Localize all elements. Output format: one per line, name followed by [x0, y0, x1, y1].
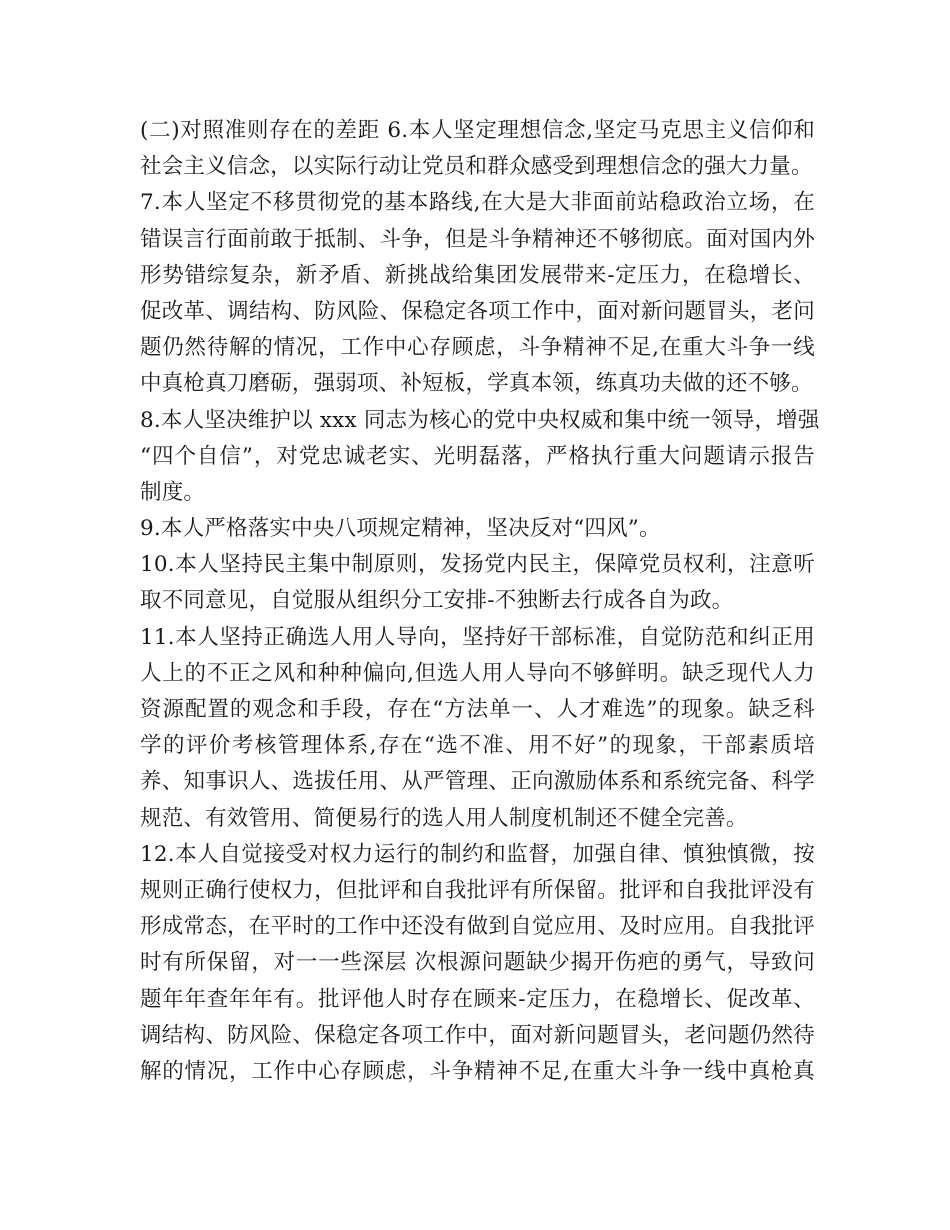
document-body	[140, 113, 820, 1090]
document-line: 形势错综复杂，新矛盾、新挑战给集团发展带来-定压力，在稳增长、	[140, 262, 815, 288]
document-line: 解的情况，工作中心存顾虑，斗争精神不足,在重大斗争一线中真枪真	[140, 1058, 815, 1084]
document-line: 规则正确行使权力，但批评和自我批评有所保留。批评和自我批评没有	[140, 877, 815, 903]
document-line: “四个自信”，对党忠诚老实、光明磊落，严格执行重大问题请示报告	[140, 443, 815, 469]
document-line: 题仍然待解的情况，工作中心存顾虑，斗争精神不足,在重大斗争一线	[140, 335, 815, 361]
document-line: 9.本人严格落实中央八项规定精神，坚决反对“四风”。	[140, 516, 661, 542]
document-line: 形成常态，在平时的工作中还没有做到自觉应用、及时应用。自我批评	[140, 914, 815, 940]
document-line: 时有所保留，对一一些深层 次根源问题缺少揭开伤疤的勇气，导致问	[140, 950, 815, 976]
document-line: 社会主义信念，以实际行动让党员和群众感受到理想信念的强大力量。	[140, 154, 813, 180]
document-line: 题年年查年年有。批评他人时存在顾来-定压力，在稳增长、促改革、	[140, 986, 815, 1012]
document-line: 11.本人坚持正确选人用人导向，坚持好干部标准，自觉防范和纠正用	[140, 624, 815, 650]
document-line: 10.本人坚持民主集中制原则，发扬党内民主，保障党员权利，注意听	[140, 552, 815, 578]
document-line: 制度。	[140, 479, 206, 505]
document-line: 学的评价考核管理体系,存在“选不准、用不好”的现象，干部素质培	[140, 733, 815, 759]
document-line: 错误言行面前敢于抵制、斗争，但是斗争精神还不够彻底。面对国内外	[140, 226, 815, 252]
document-line: 促改革、调结构、防风险、保稳定各项工作中，面对新问题冒头，老问	[140, 298, 815, 324]
document-line: 资源配置的观念和手段，存在“方法单一、人才难选”的现象。缺乏科	[140, 697, 815, 722]
document-line: 中真枪真刀磨砺，强弱项、补短板，学真本领，练真功夫做的还不够。	[140, 371, 813, 397]
document-line: 调结构、防风险、保稳定各项工作中，面对新问题冒头，老问题仍然待	[140, 1022, 815, 1048]
document-line: 人上的不正之风和种种偏向,但选人用人导向不够鲜明。缺乏现代人力	[140, 660, 815, 686]
document-line: 7.本人坚定不移贯彻党的基本路线,在大是大非面前站稳政治立场，在	[140, 190, 815, 216]
document-line: (二)对照准则存在的差距 6.本人坚定理想信念,坚定马克思主义信仰和	[140, 118, 815, 143]
document-line: 养、知事识人、选拔任用、从严管理、正向激励体系和系统完备、科学	[140, 769, 815, 795]
document-line: 规范、有效管用、简便易行的选人用人制度机制还不健全完善。	[140, 805, 748, 831]
document-line: 12.本人自觉接受对权力运行的制约和监督，加强自律、慎独慎微，按	[140, 841, 815, 867]
document-line: 取不同意见，自觉服从组织分工安排-不独断去行成各自为政。	[140, 588, 734, 614]
document-line: 8.本人坚决维护以 xxx 同志为核心的党中央权威和集中统一领导，增强	[140, 407, 820, 433]
